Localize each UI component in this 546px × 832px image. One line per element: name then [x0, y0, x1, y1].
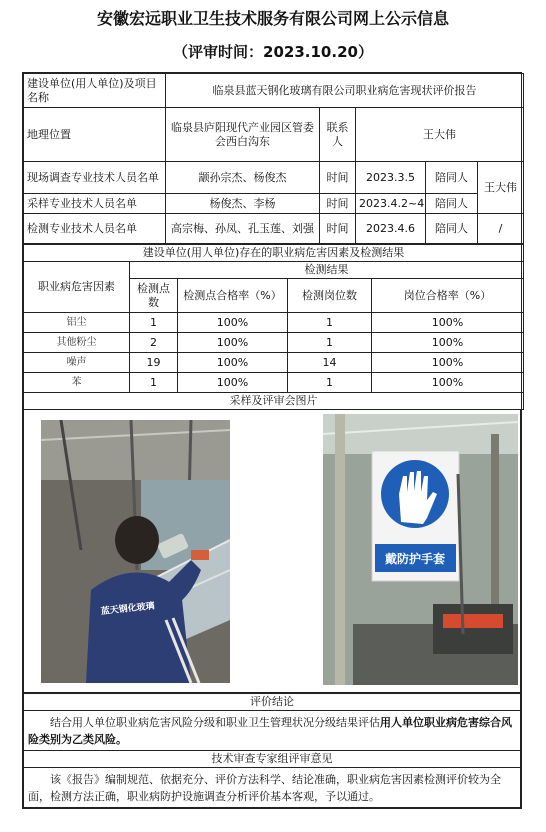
testing-companion-label: 陪同人: [426, 214, 478, 244]
results-header: 检测结果: [130, 262, 524, 279]
posts: 1: [288, 313, 372, 333]
table-row: [24, 373, 524, 393]
survey-companion-label: 陪同人: [426, 162, 478, 194]
conclusion-table: [23, 693, 521, 808]
sign-text: 戴防护手套: [384, 552, 446, 566]
point-rate: 100%: [178, 353, 288, 373]
point-rate: 100%: [178, 333, 288, 353]
contact-value: 王大伟: [356, 108, 524, 162]
col-point-rate: 检测点合格率（%）: [178, 279, 288, 313]
post-rate: 100%: [372, 353, 524, 373]
col-points: 检测点数: [130, 279, 178, 313]
factor-name: 铝尘: [24, 313, 130, 333]
unit-value: 临泉县蓝天钢化玻璃有限公司职业病危害现状评价报告: [166, 74, 524, 108]
page-title: 安徽宏远职业卫生技术服务有限公司网上公示信息: [96, 9, 449, 28]
factor-header: 职业病危害因素: [24, 262, 130, 313]
post-rate: 100%: [372, 373, 524, 393]
conclusion-text: [24, 711, 521, 751]
col-post-rate: 岗位合格率（%）: [372, 279, 524, 313]
conclusion-normal: 结合用人单位职业病危害风险分级和职业卫生管理状况分级结果评估: [50, 715, 380, 729]
posts: 1: [288, 333, 372, 353]
survey-value: 颛孙宗杰、杨俊杰: [166, 162, 320, 194]
companion-value: 王大伟: [478, 162, 524, 214]
survey-time-label: 时间: [320, 162, 356, 194]
post-rate: 100%: [372, 333, 524, 353]
photos-section-title: 采样及评审会图片: [24, 393, 524, 410]
testing-label: 检测专业技术人员名单: [24, 214, 166, 244]
location-value: 临泉县庐阳现代产业园区管委会西白沟东: [166, 108, 320, 162]
col-posts: 检测岗位数: [288, 279, 372, 313]
contact-label: 联系人: [320, 108, 356, 162]
info-sheet: [22, 72, 522, 809]
survey-label: 现场调查专业技术人员名单: [24, 162, 166, 194]
factor-name: 其他粉尘: [24, 333, 130, 353]
sampling-photo: [41, 420, 230, 683]
table-row: [24, 313, 524, 333]
testing-companion-value: /: [478, 214, 524, 244]
sampling-time-label: 时间: [320, 194, 356, 214]
post-rate: 100%: [372, 313, 524, 333]
info-table: [23, 73, 524, 244]
testing-time-label: 时间: [320, 214, 356, 244]
location-label: 地理位置: [24, 108, 166, 162]
sampling-companion-label: 陪同人: [426, 194, 478, 214]
expert-text: 该《报告》编制规范、依据充分、评价方法科学、结论准确，职业病危害因素检测评价较为全面，检测方法正确，职业病防护设施调查分析评价基本客观，予以通过。: [24, 768, 521, 808]
sign-photo: [323, 414, 518, 685]
conclusion-bold: 用人单位职业病危害综合风险类别为乙类风险。: [28, 715, 512, 746]
hazard-table: [23, 244, 524, 410]
posts: 14: [288, 353, 372, 373]
testing-value: 高宗梅、孙凤、孔玉莲、刘强: [166, 214, 320, 244]
jacket-text: 蓝天钢化玻璃: [100, 601, 156, 618]
sampling-label: 采样专业技术人员名单: [24, 194, 166, 214]
sampling-value: 杨俊杰、李杨: [166, 194, 320, 214]
table-row: [24, 333, 524, 353]
expert-section-title: 技术审查专家组评审意见: [24, 751, 521, 768]
survey-time: 2023.3.5: [356, 162, 426, 194]
posts: 1: [288, 373, 372, 393]
factor-name: 噪声: [24, 353, 130, 373]
points: 19: [130, 353, 178, 373]
testing-time: 2023.4.6: [356, 214, 426, 244]
factor-name: 苯: [24, 373, 130, 393]
point-rate: 100%: [178, 313, 288, 333]
conclusion-section-title: 评价结论: [24, 694, 521, 711]
table-row: [24, 353, 524, 373]
photos-area: [23, 410, 521, 693]
points: 2: [130, 333, 178, 353]
points: 1: [130, 373, 178, 393]
hazard-section-title: 建设单位(用人单位)存在的职业病危害因素及检测结果: [24, 245, 524, 262]
review-time: （评审时间：2023.10.20）: [173, 43, 373, 61]
unit-label: 建设单位(用人单位)及项目名称: [24, 74, 166, 108]
sampling-time: 2023.4.2~4: [356, 194, 426, 214]
point-rate: 100%: [178, 373, 288, 393]
points: 1: [130, 313, 178, 333]
